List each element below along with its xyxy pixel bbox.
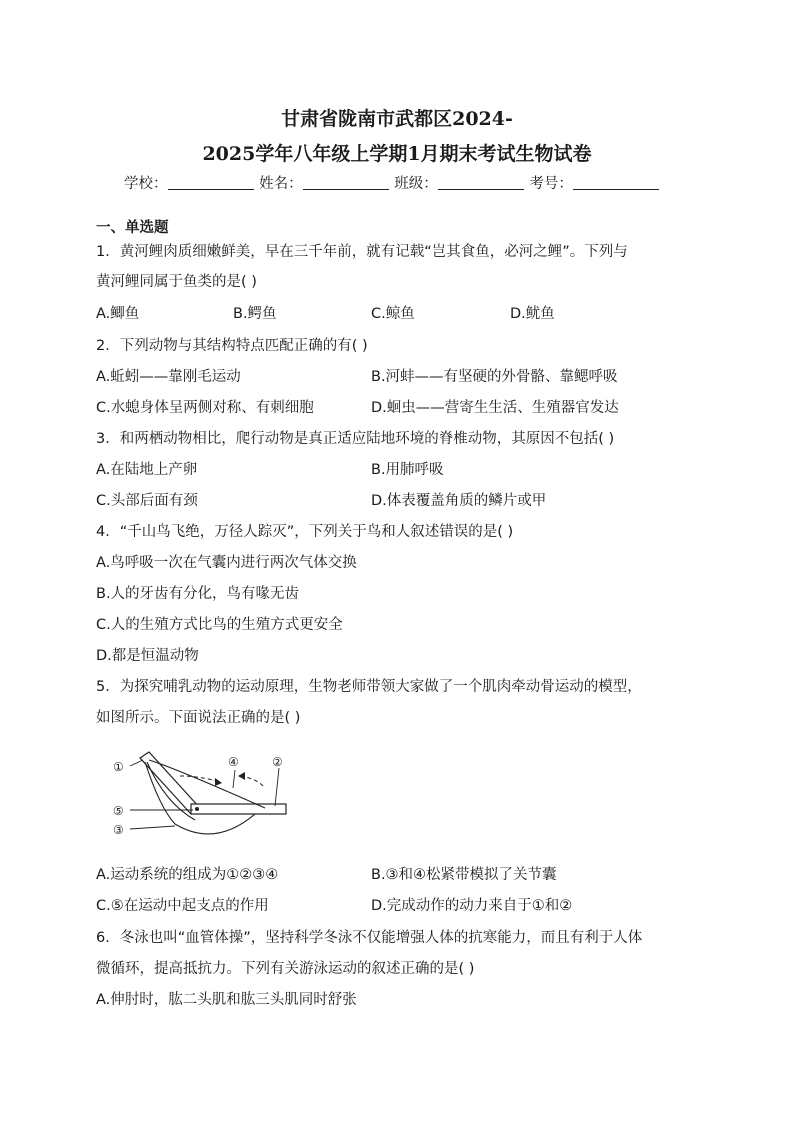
q6-stem-line2: 微循环，提高抵抗力。下列有关游泳运动的叙述正确的是( ) — [96, 961, 475, 977]
q1-option-a[interactable]: A.鲫鱼 — [96, 306, 140, 322]
q2-stem: 2．下列动物与其结构特点匹配正确的有( ) — [96, 338, 368, 354]
q1-stem-line2: 黄河鲤同属于鱼类的是( ) — [96, 274, 257, 290]
section-heading: 一、单选题 — [96, 220, 169, 236]
q3-option-b[interactable]: B.用肺呼吸 — [371, 462, 444, 478]
q3-stem: 3．和两栖动物相比，爬行动物是真正适应陆地环境的脊椎动物，其原因不包括( ) — [96, 431, 615, 447]
page-title-line2: 2025学年八年级上学期1月期末考试生物试卷 — [202, 143, 592, 165]
dashed-arrow-right — [180, 776, 220, 782]
q5-option-b[interactable]: B.③和④松紧带模拟了关节囊 — [371, 867, 557, 883]
label-5: ⑤ — [113, 804, 124, 818]
q4-option-b[interactable]: B.人的牙齿有分化，鸟有喙无齿 — [96, 586, 300, 602]
exam-number-blank[interactable] — [573, 175, 659, 190]
label-3: ③ — [113, 823, 124, 837]
q4-option-c[interactable]: C.人的生殖方式比鸟的生殖方式更安全 — [96, 617, 343, 633]
q1-option-c[interactable]: C.鲸鱼 — [371, 306, 415, 322]
class-blank[interactable] — [438, 175, 524, 190]
q3-option-d[interactable]: D.体表覆盖角质的鳞片或甲 — [371, 493, 547, 509]
class-label: 班级： — [394, 176, 438, 192]
q4-option-a[interactable]: A.鸟呼吸一次在气囊内进行两次气体交换 — [96, 555, 357, 571]
q5-stem-line1: 5．为探究哺乳动物的运动原理，生物老师带领大家做了一个肌肉牵动骨运动的模型， — [96, 679, 642, 695]
q5-option-c[interactable]: C.⑤在运动中起支点的作用 — [96, 898, 269, 914]
arrow-head-left-icon — [238, 772, 245, 780]
q4-stem: 4．“千山鸟飞绝，万径人踪灭”，下列关于鸟和人叙述错误的是( ) — [96, 524, 514, 540]
q1-option-d[interactable]: D.鱿鱼 — [510, 306, 555, 322]
q2-option-a[interactable]: A.蚯蚓——靠刚毛运动 — [96, 369, 241, 385]
q2-option-c[interactable]: C.水螅身体呈两侧对称、有刺细胞 — [96, 400, 314, 416]
q4-option-d[interactable]: D.都是恒温动物 — [96, 648, 199, 664]
q2-option-d[interactable]: D.蛔虫——营寄生生活、生殖器官发达 — [371, 400, 619, 416]
arrow-head-right-icon — [215, 778, 222, 786]
lower-bone-board — [191, 804, 286, 814]
name-blank[interactable] — [303, 175, 389, 190]
school-label: 学校： — [124, 176, 168, 192]
exam-number-label: 考号： — [529, 176, 573, 192]
q5-option-d[interactable]: D.完成动作的动力来自于①和② — [371, 898, 573, 914]
label-2: ② — [272, 755, 283, 769]
student-info-row — [124, 172, 660, 193]
name-label: 姓名： — [259, 176, 303, 192]
page-title-line1: 甘肃省陇南市武都区2024- — [281, 108, 513, 130]
q2-option-b[interactable]: B.河蚌——有坚硬的外骨骼、靠鳃呼吸 — [371, 369, 618, 385]
q6-stem-line1: 6．冬泳也叫“血管体操”，坚持科学冬泳不仅能增强人体的抗寒能力，而且有利于人体 — [96, 930, 643, 946]
label-4: ④ — [228, 755, 239, 769]
q1-option-b[interactable]: B.鳄鱼 — [233, 306, 277, 322]
school-blank[interactable] — [168, 175, 254, 190]
label-1: ① — [113, 760, 124, 774]
q3-option-c[interactable]: C.头部后面有颈 — [96, 493, 198, 509]
q6-option-a[interactable]: A.伸肘时，肱二头肌和肱三头肌同时舒张 — [96, 992, 357, 1008]
muscle-bone-model-figure — [105, 748, 305, 843]
q1-stem-line1: 1．黄河鲤肉质细嫩鲜美，早在三千年前，就有记载“岂其食鱼，必河之鲤”。下列与 — [96, 244, 628, 260]
q3-option-a[interactable]: A.在陆地上产卵 — [96, 462, 198, 478]
joint-screw — [195, 807, 199, 811]
q5-stem-line2: 如图所示。下面说法正确的是( ) — [96, 710, 301, 726]
q5-option-a[interactable]: A.运动系统的组成为①②③④ — [96, 867, 279, 883]
